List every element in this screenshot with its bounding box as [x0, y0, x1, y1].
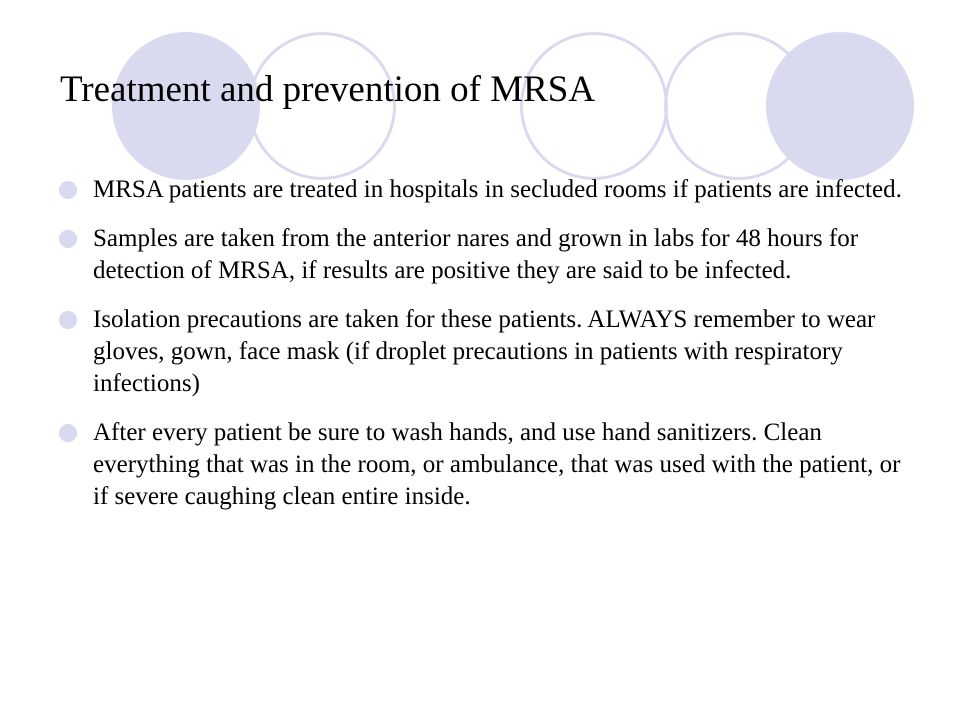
bullet-text: MRSA patients are treated in hospitals in secluded rooms if patients are infected. [93, 176, 902, 203]
bullet-item [56, 417, 916, 513]
bullet-item [56, 304, 916, 400]
bullet-dot-icon [59, 230, 77, 248]
bullet-list [56, 174, 916, 530]
slide-title: Treatment and prevention of MRSA [60, 69, 596, 110]
bullet-dot-icon [59, 311, 77, 329]
bullet-text: Isolation precautions are taken for these patients. ALWAYS remember to wear gloves, gown, face mask (if droplet precautions in patients with respiratory infections) [93, 306, 876, 397]
bullet-dot-icon [59, 181, 77, 199]
decorative-circle-filled [766, 32, 914, 180]
bullet-item [56, 174, 916, 206]
bullet-text: Samples are taken from the anterior nares and grown in labs for 48 hours for detection of MRSA, if results are positive they are said to be infected. [93, 225, 859, 284]
bullet-text: After every patient be sure to wash hands, and use hand sanitizers. Clean everything that was in the room, or ambulance, that was used with the patient, or if severe caughing clean entire inside. [93, 419, 901, 510]
bullet-item [56, 223, 916, 287]
bullet-dot-icon [59, 424, 77, 442]
